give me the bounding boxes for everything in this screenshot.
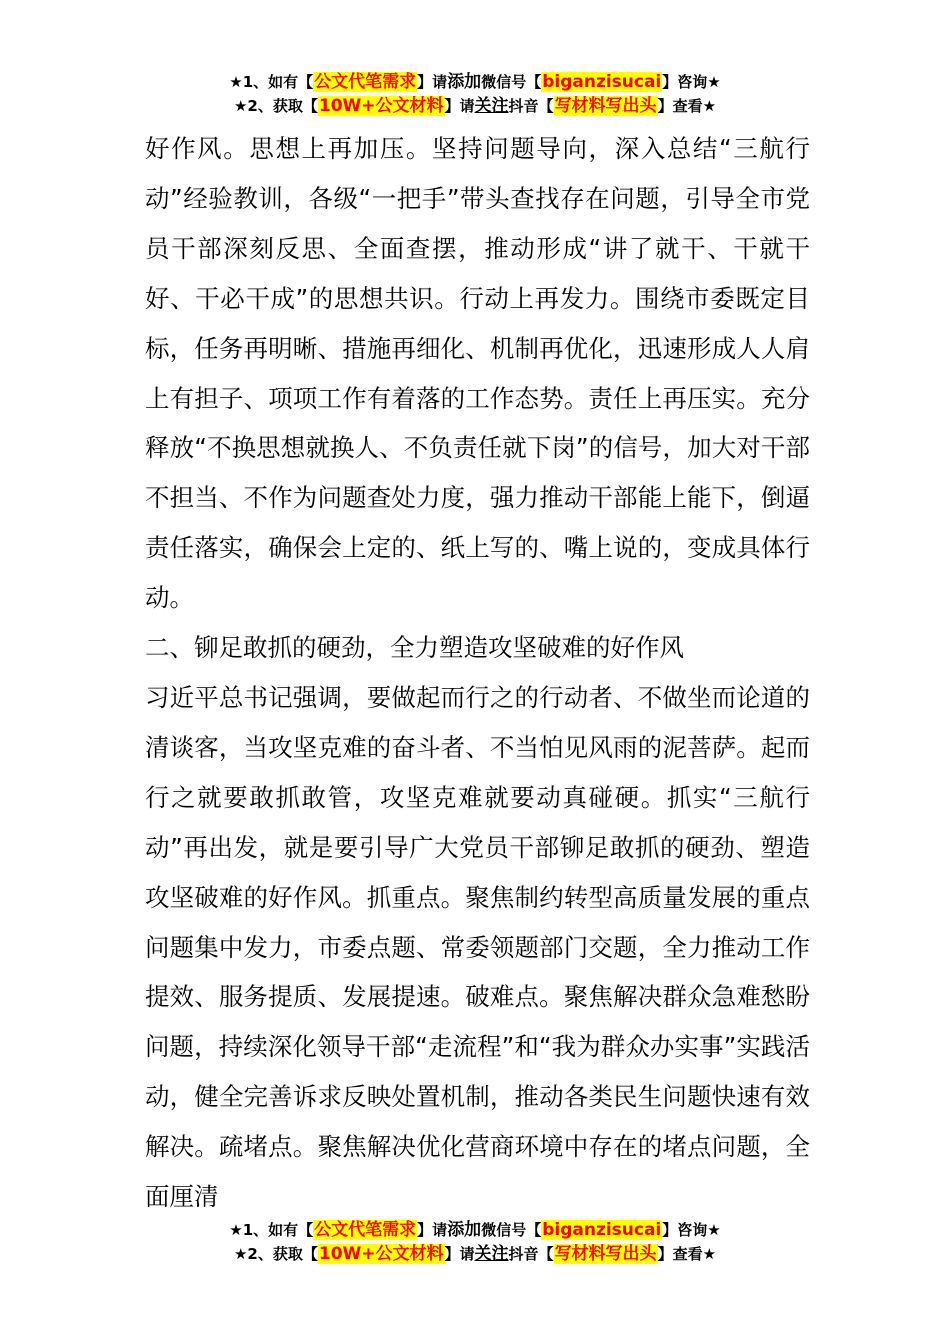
banner-emphasis: 添加 xyxy=(447,72,482,92)
banner-emphasis: 关注 xyxy=(474,1244,509,1264)
footer-banner xyxy=(0,1218,950,1266)
banner-text: 】请 xyxy=(444,1245,475,1263)
banner-highlight: 10W+公文材料 xyxy=(318,96,444,116)
banner-text: ★1、如有【 xyxy=(229,1221,314,1239)
banner-highlight: biganzisucai xyxy=(542,72,662,92)
banner-highlight: 公文代笔需求 xyxy=(314,72,417,92)
banner-highlight: 10W+公文材料 xyxy=(318,1244,444,1264)
header-banner xyxy=(0,70,950,118)
banner-highlight: 写材料写出头 xyxy=(554,1244,657,1264)
banner-text: 】咨询★ xyxy=(662,1221,721,1239)
banner-text: 微信号【 xyxy=(481,1221,542,1239)
banner-text: 】查看★ xyxy=(657,97,717,115)
banner-emphasis: 关注 xyxy=(474,96,509,116)
banner-text: 】查看★ xyxy=(657,1245,717,1263)
banner-text: 抖音【 xyxy=(508,97,554,115)
document-body xyxy=(145,124,810,1222)
banner-text: 】请 xyxy=(417,73,448,91)
banner-text: 】咨询★ xyxy=(662,73,721,91)
banner-text: 】请 xyxy=(417,1221,448,1239)
banner-line-2 xyxy=(0,94,950,118)
banner-line-1 xyxy=(0,70,950,94)
banner-text: 】请 xyxy=(444,97,475,115)
banner-highlight: 写材料写出头 xyxy=(554,96,657,116)
section-heading-2: 二、铆足敢抓的硬劲，全力塑造攻坚破难的好作风 xyxy=(145,633,684,663)
banner-highlight: 公文代笔需求 xyxy=(314,1220,417,1240)
banner-text: 抖音【 xyxy=(508,1245,554,1263)
banner-emphasis: 添加 xyxy=(447,1220,482,1240)
banner-text: ★1、如有【 xyxy=(229,73,314,91)
banner-text: 微信号【 xyxy=(481,73,542,91)
banner-highlight: biganzisucai xyxy=(542,1220,662,1240)
banner-text: ★2、获取【 xyxy=(233,1245,318,1263)
banner-line-2 xyxy=(0,1242,950,1266)
body-paragraph-1: 好作风。思想上再加压。坚持问题导向，深入总结“三航行动”经验教训，各级“一把手”带头查找存在问题，引导全市党员干部深刻反思、全面查摆，推动形成“讲了就干、干就干好、干必干成”的思想共识。行动上再发力。围绕市委既定目标，任务再明晰、措施再细化、机制再优化，迅速形成人人肩上有担子、项项工作有着落的工作态势。责任上再压实。充分释放“不换思想就换人、不负责任就下岗”的信号，加大对干部不担当、不作为问题查处力度，强力推动干部能上能下，倒逼责任落实，确保会上定的、纸上写的、嘴上说的，变成具体行动。 xyxy=(145,134,810,613)
body-paragraph-2: 习近平总书记强调，要做起而行之的行动者、不做坐而论道的清谈客，当攻坚克难的奋斗者、不当怕见风雨的泥菩萨。起而行之就要敢抓敢管，攻坚克难就要动真碰硬。抓实“三航行动”再出发，就是要引导广大党员干部铆足敢抓的硬劲、塑造攻坚破难的好作风。抓重点。聚焦制约转型高质量发展的重点问题集中发力，市委点题、常委领题部门交题，全力推动工作提效、服务提质、发展提速。破难点。聚焦解决群众急难愁盼问题，持续深化领导干部“走流程”和“我为群众办实事”实践活动，健全完善诉求反映处置机制，推动各类民生问题快速有效解决。疏堵点。聚焦解决优化营商环境中存在的堵点问题，全面厘清 xyxy=(145,682,810,1212)
banner-line-1 xyxy=(0,1218,950,1242)
banner-text: ★2、获取【 xyxy=(233,97,318,115)
